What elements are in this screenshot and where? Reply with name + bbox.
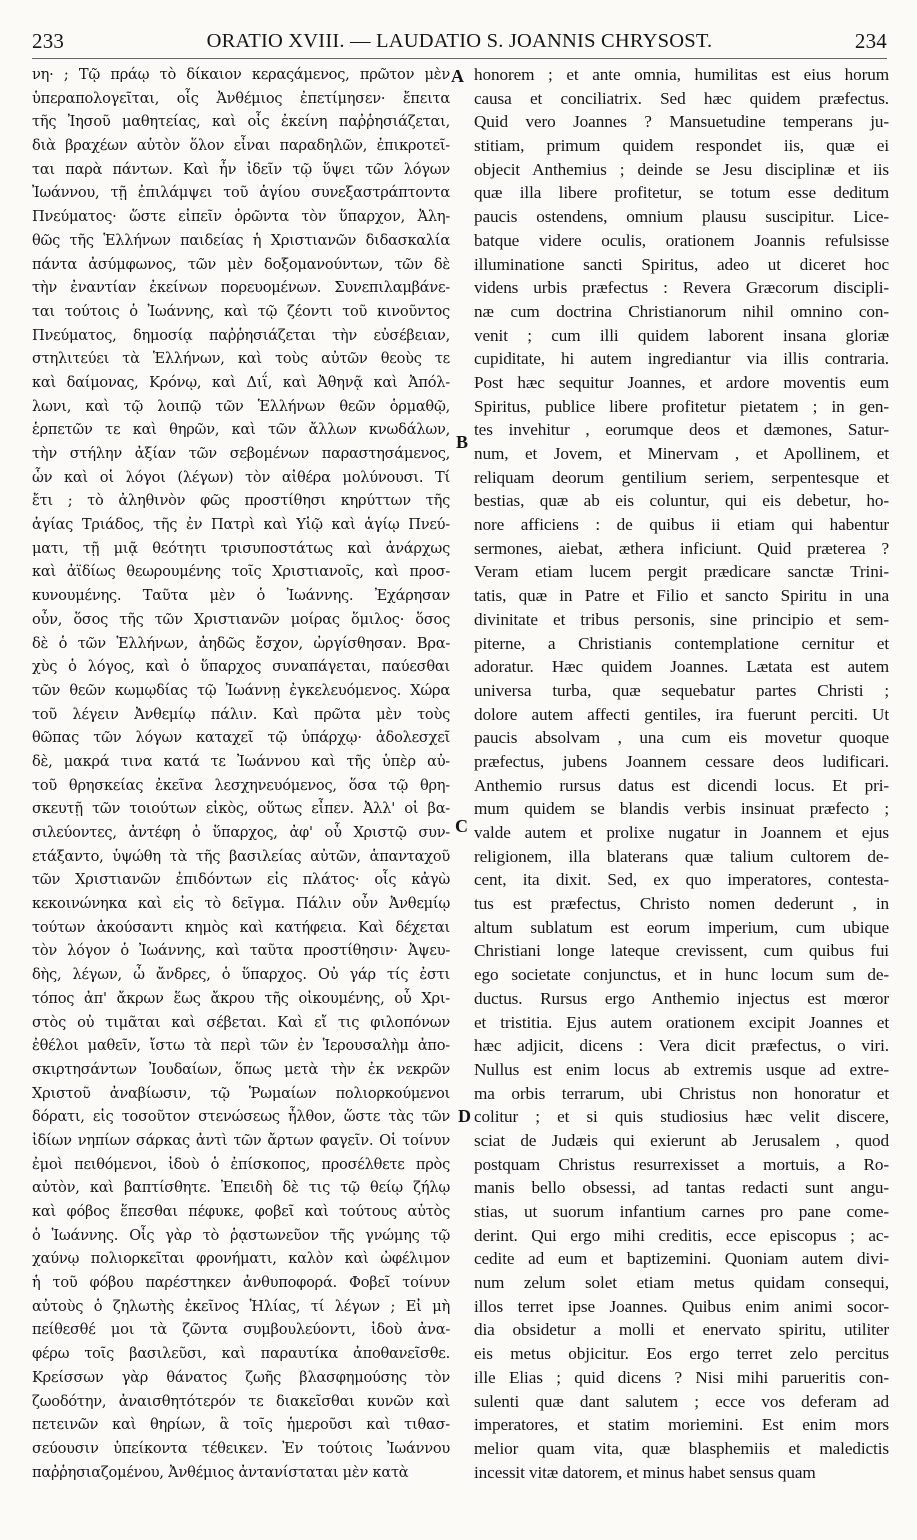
greek-text-line: σιλεύοντες, ἀντέφη ὁ ὕπαρχος, ἀφ' οὗ Χριστῷ συν- (32, 824, 450, 841)
latin-text-line: hæc adjicit, dicens : Vera dicit præfectus, o viri. (474, 1036, 889, 1056)
latin-text-line: paucis absolvam , una cum eis movetur quoque (474, 728, 889, 748)
latin-text-line: videns urbis præfectus : Revera Græcorum discipli- (474, 278, 889, 298)
greek-text-line: ετάξαντο, ὑψώθη τὰ τῆς βασιλείας αὐτῶν, ἁπανταχοῦ (32, 847, 450, 865)
latin-text-line: Christiani longe lateque crevissent, cum quibus fui (474, 941, 889, 961)
greek-text-line: τὴν ἐναντίαν ἐκείνων πορευομένων. Συνεπιλαμβάνε- (32, 279, 450, 297)
greek-text-line: παῤῥησιαζομένου, Ἀνθέμιος ἀντανίσταται μὲν κατὰ (32, 1463, 409, 1481)
latin-text-line: Nullus est enim locus ab extremis usque ad extre- (474, 1059, 889, 1079)
greek-text-line: δὴς, λέγων, ὦ ἄνδρες, ὁ ὕπαρχος. Οὐ γάρ τίς ἐστι (32, 966, 450, 984)
latin-text-line: ille Elias ; quid dicens ? Nisi mihi parueritis con- (474, 1367, 889, 1387)
latin-text-line: paucis ostendens, omnium plausu suscipitur. Lice- (474, 207, 889, 227)
greek-text-line: φέρω τοῖς βασιλεῦσι, καὶ παραυτίκα ἀποθανεῖσθε. (32, 1345, 450, 1363)
greek-text-line: τῶν θεῶν κωμῳδίας τῷ Ἰωάννῃ ἐγκελευόμενος. Χώρα (32, 681, 450, 699)
greek-text-line: θῶπας τῶν λόγων καταχεῖ τῷ ὑπάρχῳ· ἀδολεσχεῖ (32, 729, 450, 747)
latin-text-line: Veram etiam lucem pergit prædicare sanctæ Trini- (474, 562, 889, 582)
greek-text-line: ται τούτοις ὁ Ἰωάννης, καὶ τῷ ζέοντι τοῦ κινοῦντος (32, 302, 450, 320)
latin-text-line: ego societate conjunctus, et in hunc locum sum de- (474, 965, 889, 985)
greek-text-line: θῶς τῆς Ἑλλήνων παιδείας ἡ Χριστιανῶν διδασκαλία (32, 231, 450, 249)
greek-text-line: ἐθέλοι μαθεῖν, ἴστω τὰ περὶ τῶν ἐν Ἱερουσαλὴμ ἀπο- (32, 1037, 450, 1055)
greek-text-line: χαύνῳ πολιορκεῖται φρονήματι, καλὸν καὶ ὠφέλιμον (32, 1250, 450, 1268)
latin-text-line: altum sublatum est eorum imperium, cum ubique (474, 917, 889, 937)
latin-text-line: honorem ; et ante omnia, humilitas est eius horum (474, 65, 889, 84)
latin-text-line: adoratur. Hæc quidem Joannes. Lætata est autem (474, 657, 889, 677)
greek-text-line: λωνι, καὶ τῷ λοιπῷ τῶν Ἑλλήνων θεῶν ὁρμαθῷ, (32, 397, 450, 415)
greek-text-line: αὐτὸν, καὶ βαπτίσθητε. Ἐπειδὴ δὲ τις τῷ θείῳ ζήλῳ (32, 1179, 450, 1197)
greek-text-line: ἰδίων νηπίων σάρκας ἀντὶ τῶν ἄρτων φαγεῖν. Οἱ τοίνυν (32, 1131, 450, 1149)
latin-text-line: num, et Jovem, et Minervam , et Apollinem, et (474, 444, 889, 463)
section-marker-b: B (456, 432, 469, 452)
greek-text-line: δὲ, μακρά τινα κατά τε Ἰωάννου καὶ τῆς ὑπὲρ αὐ- (32, 752, 450, 770)
greek-text-line: Πνεύματος, δημοσίᾳ παῤῥησιάζεται τὴν εὐσέβειαν, (32, 326, 450, 344)
greek-text-line: ματι, τῇ μιᾷ θεότητι τρισυποστάτως καὶ ἀνάρχως (32, 539, 450, 557)
greek-text-line: χὺς ὁ λόγος, καὶ ὁ ὕπαρχος συναπάγεται, παύεσθαι (32, 658, 450, 676)
section-marker-c: C (455, 816, 468, 836)
greek-text-line: ἔτι ; τὸ ἀληθινὸν φῶς προστίθησι κηρύττων τῆς (32, 492, 450, 510)
greek-text-line: Πνεύματος· ὥστε εἰπεῖν ὁρῶντα τὸν ὕπαρχον, Ἀλη- (32, 208, 450, 226)
page-number-right: 234 (854, 28, 887, 53)
latin-text-line: imperatores, et statim moriemini. Est enim mors (474, 1415, 889, 1435)
latin-text-line: eis metus objicitur. Eos ergo terret zelo percitus (474, 1344, 889, 1364)
greek-text-line: Κρείσσων γὰρ θάνατος ζωῆς βλασφημούσης τὸν (32, 1368, 450, 1386)
latin-text-line: piterne, a Christianis contemplatione cernitur et (474, 633, 889, 653)
latin-text-line: valde autem et prolixe nugatur in Joannem et ejus (474, 823, 889, 842)
greek-text-line: τόπος ἀπ' ἄκρων ἕως ἄκρου τῆς οἰκουμένης, οὗ Χρι- (32, 989, 450, 1007)
greek-text-line: σκευτῇ τῶν τοιούτων εἰκὸς, οὕτως εἶπεν. Ἀλλ' οἱ βα- (32, 800, 450, 818)
latin-text-line: ma orbis terrarum, ubi Christus non honoratur et (474, 1083, 889, 1103)
latin-text-line: postquam Christus resurrexisset a mortuis, a Ro- (474, 1154, 889, 1174)
latin-text-line: et tristitia. Ejus autem orationem excipit Joannes et (474, 1012, 889, 1032)
latin-text-line: illos terret ipse Joannes. Quibus enim animi socor- (474, 1296, 889, 1316)
greek-text-line: κυνουμένης. Ταῦτα μὲν ὁ Ἰωάννης. Ἐχάρησαν (32, 587, 450, 605)
greek-text-line: νη· ; Τῷ πράῳ τὸ δίκαιον κεραςάμενος, πρῶτον μὲν (32, 66, 450, 83)
greek-text-line: ἐμοὶ πειθόμενοι, ἰδοὺ ὁ ἐπίσκοπος, προσέλθετε πρὸς (32, 1155, 450, 1173)
latin-text-line: derint. Qui ergo mihi creditis, ecce episcopus ; ac- (474, 1225, 889, 1245)
greek-text-line: αὐτοὺς ὁ ζηλωτὴς ἐκεῖνος Ἠλίας, τί λέγων ; Εἰ μὴ (32, 1297, 450, 1315)
greek-text-line: τοῦ θρησκείας ἐκεῖνα λεσχηνευόμενος, ὅσα τῷ θρη- (32, 776, 450, 794)
section-marker-a: A (451, 66, 464, 86)
greek-text-line: τῶν Χριστιανῶν ἐπιδόντων εἰς πλάτος· οἷς κἀγὼ (32, 871, 450, 889)
latin-text-line: sulenti quæ dant salutem ; ecce vos deferam ad (474, 1391, 889, 1411)
latin-text-line: sermones, aiebat, æthera inficiunt. Quid præterea ? (474, 538, 889, 558)
greek-text-line: Χριστοῦ ἀναβίωσιν, τῷ Ῥωμαίων πολιορκούμενοι (32, 1084, 450, 1102)
latin-text-line: tus est præfectus, Christo nomen dederunt , in (474, 894, 889, 914)
latin-text-line: Quid vero Joannes ? Mansuetudine temperans ju- (474, 112, 889, 132)
latin-text-line: causa et conciliatrix. Sed hæc quidem præfectus. (474, 88, 889, 108)
greek-text-line: δόρατι, εἰς τοσοῦτον στενώσεως ἦλθον, ὥστε τὰς τῶν (32, 1108, 450, 1126)
latin-text-line: stitiam, primum quidem respondet iis, quæ ei (474, 136, 889, 156)
latin-text-line: cedite ad eum et baptizemini. Quoniam autem divi- (474, 1249, 889, 1269)
greek-text-line: ὁ Ἰωάννης. Οἷς γὰρ τὸ ῥᾳστωνεῦον τῆς γνώμης τῷ (32, 1226, 450, 1244)
section-marker-d: D (458, 1106, 471, 1126)
latin-text-line: bestias, quæ ab eis coluntur, qui eis debetur, ho- (474, 491, 889, 511)
latin-text-line: dolore autem affecti gentiles, ira fuerunt perciti. Ut (474, 704, 889, 724)
latin-text-line: batque videre oculis, orationem Joannis refulsisse (474, 230, 889, 250)
greek-text-line: ἑρπετῶν τε καὶ θηρῶν, καὶ τῶν ἄλλων κνωδάλων, (32, 421, 450, 439)
greek-text-line: κεκοινώνηκα καὶ εἰς τὸ δεῖγμα. Πάλιν οὖν Ἀνθεμίῳ (32, 895, 450, 913)
latin-text-line: illuminatione sancti Spiritus, adeo ut diceret hoc (474, 254, 889, 274)
latin-text-line: Post hæc sequitur Joannes, et ardore moventis eum (474, 372, 889, 392)
greek-text-line: καὶ φόβος ἕπεσθαι πέφυκε, φοβεῖ καὶ τούτους αὐτὸς (32, 1203, 450, 1220)
running-title: ORATIO XVIII. — LAUDATIO S. JOANNIS CHRYSOST. (206, 29, 713, 52)
latin-text-line: religionem, illa blaterans quæ talium cultorem de- (474, 846, 889, 866)
greek-text-line: οὖν, ὅσος τῆς τῶν Χριστιανῶν μοίρας ὅμιλος· ὅσος (32, 610, 450, 628)
greek-text-line: ὑπεραπολογεῖται, οἷς Ἀνθέμιος ἐπετίμησεν· ἔπειτα (32, 89, 450, 107)
latin-text-line: tatis, quæ in Patre et Filio et sancto Spiritu in una (474, 586, 889, 606)
latin-text-line: næ cum doctrina Christianorum nihil omnino con- (474, 301, 889, 321)
latin-text-line: mum quidem se blandis verbis insinuat præfecto ; (474, 799, 889, 819)
greek-column (32, 63, 450, 1484)
greek-text-line: τὸν λόγον ὁ Ἰωάννης, καὶ ταῦτα προστίθησιν· Ἀψευ- (32, 942, 450, 960)
latin-text-line: universa turba, quæ sequebatur partes Christi ; (474, 680, 889, 700)
greek-text-line: ται παρὰ πάντων. Καὶ ἦν ἰδεῖν τῷ ὕψει τῶν λόγων (32, 160, 450, 178)
latin-text-line: melior quam vita, quæ blasphemiis et maledictis (474, 1438, 889, 1458)
latin-text-line: quæ illa libere profitetur, se totum esse deditum (474, 183, 889, 203)
latin-text-line: Anthemio rursus datus est dicendi locus. Et pri- (474, 775, 889, 795)
greek-text-line: καὶ ἀϊδίως θεωρουμένης τοῖς Χριστιανοῖς, καὶ προσ- (32, 563, 450, 581)
greek-text-line: ζωοδότην, ἀναισθητότερόν τε διακεῖσθαι κυνῶν καὶ (32, 1392, 450, 1410)
latin-text-line: tes invehitur , eorumque deos et dæmones, Satur- (474, 420, 889, 440)
greek-text-line: σεύουσιν ὑπείκοντα τέθεικεν. Ἐν τούτοις Ἰωάννου (32, 1439, 450, 1457)
latin-text-line: Spiritus, publice libere profitetur pietatem ; in gen- (474, 396, 889, 416)
greek-text-line: ἡ τοῦ φόβου παρέστηκεν ἀνθυποφορά. Φοβεῖ τοίνυν (32, 1274, 450, 1292)
greek-text-line: σκιρτησάντων Ἰουδαίων, ὅπως μετὰ τὴν ἐκ νεκρῶν (32, 1060, 450, 1078)
greek-text-line: στὸς οὐ τιμᾶται καὶ σέβεται. Καὶ εἴ τις φιλοπόνων (32, 1013, 450, 1031)
latin-text-line: divinitate et tribus personis, sine principio et sem- (474, 609, 889, 629)
greek-text-line: ἁγίας Τριάδος, τῆς ἐν Πατρὶ καὶ Υἱῷ καὶ ἁγίῳ Πνεύ- (32, 516, 450, 534)
latin-text-line: nore afficiens : de quibus ii etiam qui habentur (474, 515, 889, 535)
greek-text-line: ὧν καὶ οἱ λόγοι (λέγων) τὸν αἰθέρα μολύνουσι. Τί (32, 468, 450, 486)
latin-text-line: num zelum solet etiam metus quidam consequi, (474, 1273, 889, 1293)
running-head (32, 28, 887, 54)
page-number-left: 233 (32, 28, 65, 53)
header-rule (32, 58, 887, 59)
greek-text-line: τῆς Ἰησοῦ μαθητείας, καὶ οἷς ἐκείνη παῤῥησιάζεται, (32, 113, 450, 131)
latin-text-line: cent, ita dixit. Sed, ex quo imperatores, contesta- (474, 870, 889, 890)
latin-text-line: cupiditate, hi autem ingrediantur via illis contraria. (474, 349, 889, 369)
latin-text-line: stias, ut suorum infantium carnes pro pane come- (474, 1202, 889, 1221)
latin-text-line: præfectus, jubens Joannem cessare deos ludificari. (474, 751, 889, 771)
greek-text-line: τὴν στήλην ἀξίαν τῶν σεβομένων παραστησάμενος, (32, 445, 450, 462)
latin-text-line: venit ; cum illi quidem laborent insana gloriæ (474, 325, 889, 345)
latin-text-line: incessit vitæ datorem, et minus habet sensus quam (474, 1462, 816, 1482)
greek-text-line: πετεινῶν καὶ θηρίων, ἃ τοῖς ἡμεροῦσι καὶ τιθασ- (32, 1416, 450, 1434)
latin-text-line: reliquam deorum gentilium seriem, serpentesque et (474, 467, 889, 487)
greek-text-line: διὰ βραχέων αὑτὸν ὅλον εἶναι παραδηλῶν, ἐπικροτεῖ- (32, 137, 450, 155)
greek-text-line: πάντα ἀσύμφωνος, τῶν μὲν δοξομανούντων, τῶν δὲ (32, 255, 450, 273)
greek-text-line: στηλιτεύει τὰ Ἑλλήνων, καὶ τοὺς αὐτῶν θεοὺς τε (32, 350, 450, 368)
greek-text-line: καὶ δαίμονας, Κρόνῳ, καὶ Διΐ, καὶ Ἀθηνᾷ καὶ Ἀπόλ- (32, 373, 450, 391)
latin-text-line: colitur ; et si quis studiosius hæc velit discere, (474, 1107, 889, 1127)
greek-text-line: δὲ ὁ τῶν Ἑλλήνων, ἀηδῶς ἔσχον, ὠργίσθησαν. Βρα- (32, 634, 450, 652)
latin-column (474, 63, 889, 1484)
latin-text-line: manis bello obsessi, ad tantas redacti sunt angu- (474, 1178, 889, 1198)
latin-text-line: sciat de Judæis qui exierunt ab Jerusalem , quod (474, 1130, 889, 1150)
latin-text-line: ductus. Rursus ergo Anthemio injectus est mœror (474, 988, 889, 1008)
latin-text-line: objecit Anthemius ; deinde se Jesu disciplinæ et iis (474, 159, 889, 179)
greek-text-line: πείθεσθέ μοι τὰ ζῶντα συμβουλεύοντι, ἰδοὺ ἀνα- (32, 1321, 450, 1339)
greek-text-line: τοῦ λέγειν Ἀνθεμίῳ πάλιν. Καὶ πρῶτα μὲν τοὺς (32, 705, 450, 723)
greek-text-line: τούτων ἀκούσαντι κημὸς καὶ κατήφεια. Καὶ δέχεται (32, 918, 450, 936)
latin-text-line: dia obsidetur a molli et enervato spiritu, utiliter (474, 1320, 889, 1340)
greek-text-line: Ἰωάννου, τῇ ἐπιλάμψει τοῦ ἁγίου συνεξαστράπτοντα (32, 184, 450, 202)
